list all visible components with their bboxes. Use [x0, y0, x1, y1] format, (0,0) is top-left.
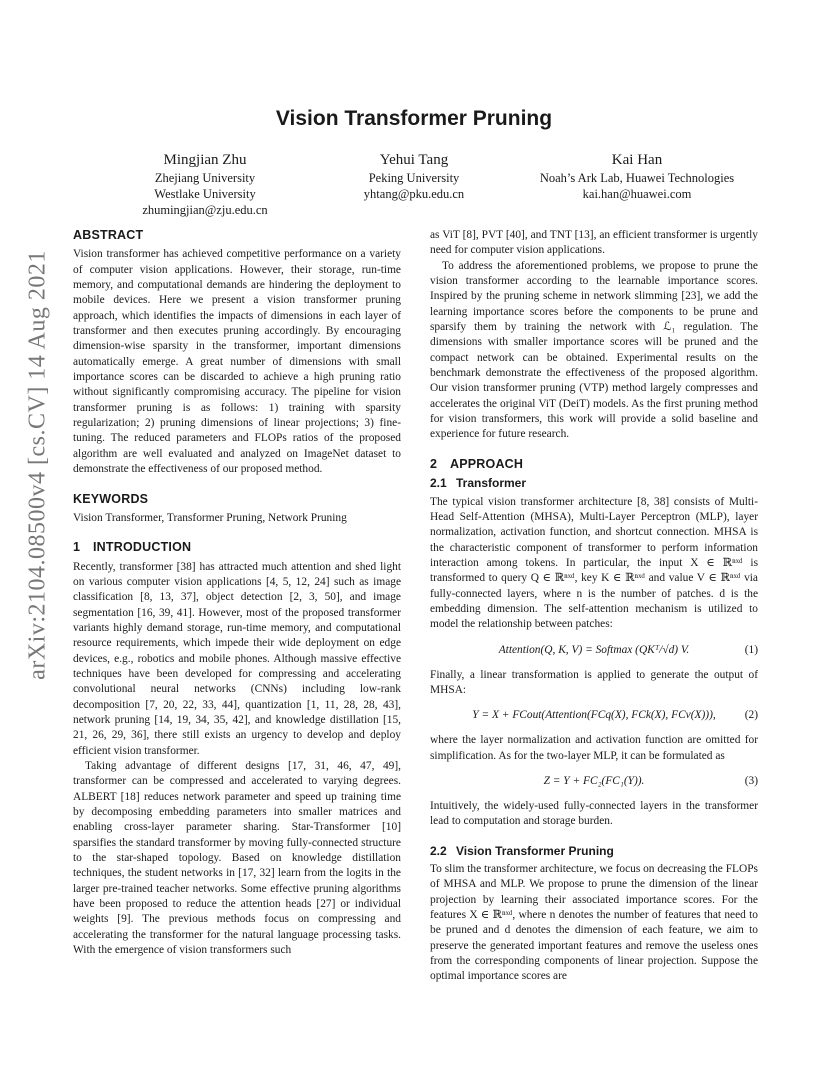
author-email: zhumingjian@zju.edu.cn [142, 203, 268, 217]
right-column [430, 228, 758, 985]
paper-title: Vision Transformer Pruning [275, 107, 553, 130]
keywords-heading: KEYWORDS [73, 491, 149, 506]
equation-2 [430, 702, 758, 728]
approach-heading [430, 457, 758, 472]
author-name: Mingjian Zhu [163, 152, 247, 168]
subsection-number: 2.1 [430, 476, 447, 491]
section-number: 1 [73, 540, 81, 555]
equation-3 [430, 768, 758, 794]
author-block-1 [100, 150, 310, 218]
abstract-heading: ABSTRACT [73, 228, 144, 242]
section-number: 2 [430, 456, 438, 471]
intro-paragraph-3: as ViT [8], PVT [40], and TNT [13], an efficient transformer is urgently need for computer vision applications. [430, 229, 758, 257]
introduction-heading [73, 540, 401, 555]
equation-number: (3) [744, 774, 758, 787]
transformer-paragraph-4: Intuitively, the widely-used fully-connected layers in the transformer lead to computation and storage burden. [430, 799, 758, 828]
intro-paragraph-1: Recently, transformer [38] has attracted much attention and shed light on various computer vision applications [4, 5, 12, 24] such as image classification [8, 13, 37], object detection [2, 3, 50], and image segmentation [16, 39, 41]. However, most of the proposed transformer variants highly demand storage, run-time memory, and computational resource requirements, which impede their wide deployment on edge devices, e.g., robotics and mobile phones. Although massive effective techniques have been developed for compressing and accelerating convolutional neural networks (CNNs) including low-rank decomposition [7, 20, 22, 33, 44], quantization [1, 11, 28, 28, 43], network pruning [14, 19, 34, 35, 42], and knowledge distillation [15, 21, 26, 29, 36], there still exists an urgency to develop and deploy efficient vision transformer. [73, 560, 401, 757]
arxiv-identifier: arXiv:2104.08500v4 [cs.CV] 14 Aug 2021 [24, 250, 51, 680]
left-column [73, 228, 401, 958]
intro-paragraph-2: Taking advantage of different designs [17, 31, 46, 47, 49], transformer can be compressed and accelerated to varying degrees. ALBERT [18] reduces network parameter and speed up training time by decomposing embedding parameters into smaller matrices and enabling cross-layer parameter sharing. Star-Transformer [10] sparsifies the standard transformer by moving fully-connected structure to the star-shaped topology. Based on knowledge distillation techniques, the student networks in [17, 32] learn from the logits in the larger pre-trained teacher networks. Some effective pruning algorithms have been proposed to reduce the attention heads [27] or individual weights [9]. The previous methods focus on compressing and accelerating the transformer for the natural language processing tasks. With the emergence of vision transformers such [73, 760, 401, 957]
equation-number: (1) [744, 643, 758, 656]
author-email: kai.han@huawei.com [582, 187, 692, 201]
section-title: INTRODUCTION [93, 540, 192, 555]
equation-body: Z = Y + FC₂(FC₁(Y)). [543, 774, 645, 787]
equation-body: Y = X + FCout(Attention(FCq(X), FCk(X), FCv(X))), [472, 709, 716, 722]
transformer-paragraph-3: where the layer normalization and activation function are omitted for simplification. As for the two-layer MLP, it can be formulated as [430, 734, 758, 762]
subsection-title: Transformer [456, 476, 527, 491]
subsection-number: 2.2 [430, 843, 447, 858]
equation-body: Attention(Q, K, V) = Softmax (QKᵀ/√d) V. [498, 643, 690, 656]
equation-1 [430, 637, 758, 663]
keywords-text: Vision Transformer, Transformer Pruning, Network Pruning [73, 511, 347, 524]
author-name: Kai Han [611, 152, 663, 168]
author-block-2 [309, 150, 519, 202]
pruning-paragraph-1: To slim the transformer architecture, we focus on decreasing the FLOPs of MHSA and MLP. We propose to prune the dimension of the linear projection by learning their associated importance scores. For the features X ∈ ℝⁿˣᵈ, where n denotes the number of features that need to be pruned and d denotes the dimension of each feature, we aim to preserve the generated important features and remove the useless ones from the corresponding components of linear projection. Suppose the optimal importance scores are [430, 863, 758, 983]
author-block-3 [512, 150, 762, 202]
author-affiliation: Peking University [368, 171, 460, 185]
author-affiliation: Noah’s Ark Lab, Huawei Technologies [539, 171, 735, 185]
transformer-paragraph-1: The typical vision transformer architecture [8, 38] consists of Multi-Head Self-Attention (MHSA), Multi-Layer Perceptron (MLP), layer normalization, activation function, and shortcut connection. MHSA is the characteristic component of transformer to perform information interaction among tokens. In particular, the input X ∈ ℝⁿˣᵈ is transformed to query Q ∈ ℝⁿˣᵈ, key K ∈ ℝⁿˣᵈ and value V ∈ ℝⁿˣᵈ via fully-connected layers, where n is the number of patches. d is the embedding dimension. The self-attention mechanism is utilized to model the relationship between patches: [430, 495, 758, 631]
abstract-text: Vision transformer has achieved competitive performance on a variety of computer vision applications. However, their storage, run-time memory, and computational demands are hindering the deployment to mobile devices. Here we present a vision transformer pruning approach, which identifies the impacts of dimensions in each layer of transformer and then executes pruning accordingly. By encouraging dimension-wise sparsity in the transformer, important dimensions automatically emerge. A great number of dimensions with small importance scores can be discarded to achieve a high pruning ratio without significantly compromising accuracy. The pipeline for vision transformer pruning is as follows: 1) training with sparsity regularization; 2) pruning dimensions of linear projections; 3) fine-tuning. The reduced parameters and FLOPs ratios of the proposed algorithm are well evaluated and analyzed on ImageNet dataset to demonstrate the effectiveness of our proposed method. [73, 248, 401, 476]
pruning-subheading [430, 844, 758, 859]
intro-paragraph-4: To address the aforementioned problems, we propose to prune the vision transformer according to the learnable importance scores. Inspired by the pruning scheme in network slimming [23], we add the learning importance scores before the components to be prune and sparsify them by training the network with ℒ₁ regulation. The dimensions with smaller importance scores will be pruned and the compact network can be obtained. Experimental results on the benchmark demonstrate the effectiveness of the proposed algorithm. Our vision transformer pruning (VTP) method largely compresses and accelerates the original ViT (DeiT) models. As the first pruning method for vision transformers, this work will provide a solid baseline and experience for future research. [430, 259, 758, 441]
transformer-paragraph-2: Finally, a linear transformation is applied to generate the output of MHSA: [430, 668, 758, 696]
transformer-subheading [430, 476, 758, 491]
author-affiliation: Zhejiang University [154, 171, 256, 185]
subsection-title: Vision Transformer Pruning [456, 843, 614, 858]
author-name: Yehui Tang [379, 152, 449, 168]
arxiv-sidebar [16, 160, 60, 770]
equation-number: (2) [744, 709, 758, 722]
section-title: APPROACH [450, 456, 524, 471]
author-email: yhtang@pku.edu.cn [363, 187, 465, 201]
author-affiliation: Westlake University [154, 187, 256, 201]
